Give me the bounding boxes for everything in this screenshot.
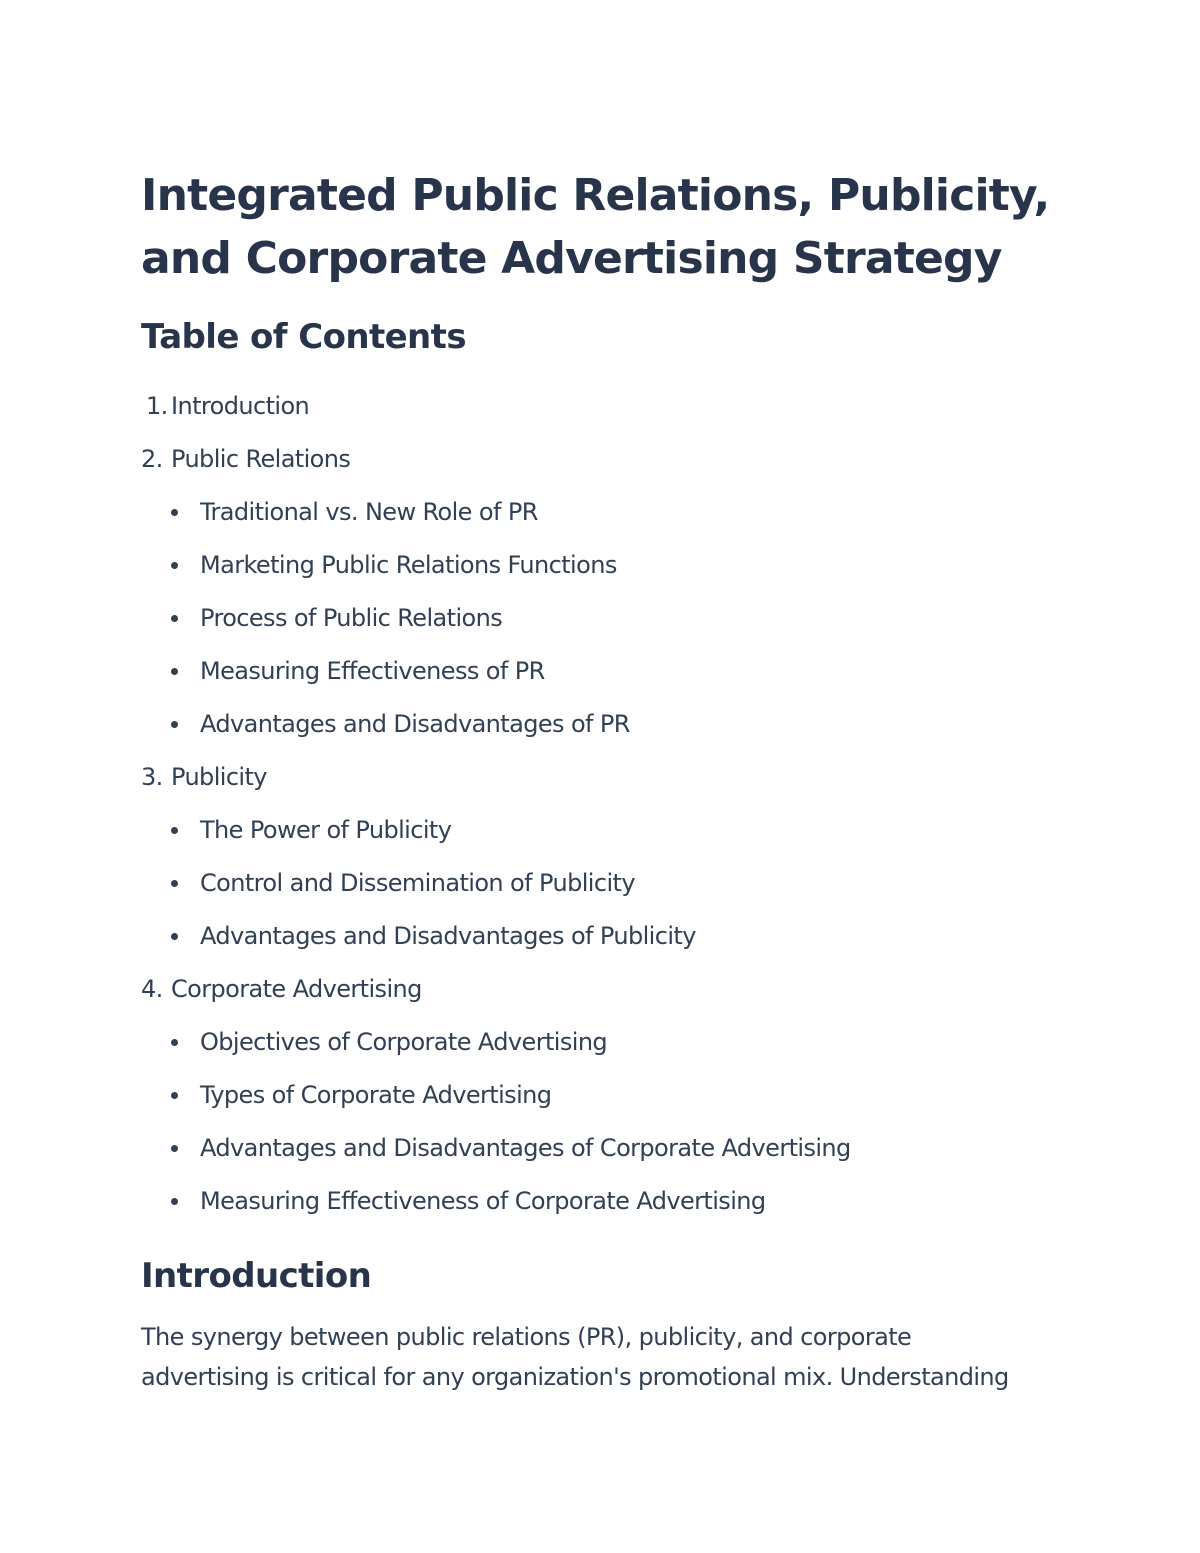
bullet-icon [171, 615, 178, 622]
introduction-line-1: The synergy between public relations (PR), publicity, and corporate [141, 1323, 912, 1351]
table-of-contents [141, 380, 1081, 1228]
bullet-icon [171, 1198, 178, 1205]
toc-label: Publicity [171, 763, 267, 791]
toc-subitem-types-corporate-ad[interactable] [141, 1069, 1081, 1122]
toc-label: Introduction [171, 392, 310, 420]
toc-subitem-label: Marketing Public Relations Functions [200, 551, 617, 579]
toc-subitem-label: Advantages and Disadvantages of PR [200, 710, 630, 738]
bullet-icon [171, 562, 178, 569]
toc-subitem-advantages-publicity[interactable] [141, 910, 1081, 963]
bullet-icon [171, 1145, 178, 1152]
title-line-1: Integrated Public Relations, Publicity, [141, 170, 1050, 221]
toc-subitem-process-of-pr[interactable] [141, 592, 1081, 645]
toc-label: Public Relations [171, 445, 351, 473]
toc-label: Corporate Advertising [171, 975, 422, 1003]
toc-subitem-measuring-effectiveness-pr[interactable] [141, 645, 1081, 698]
toc-subitem-power-of-publicity[interactable] [141, 804, 1081, 857]
introduction-paragraph [141, 1317, 1081, 1397]
introduction-heading: Introduction [141, 1256, 372, 1296]
toc-subitem-label: Types of Corporate Advertising [200, 1081, 552, 1109]
bullet-icon [171, 668, 178, 675]
bullet-icon [171, 880, 178, 887]
bullet-icon [171, 721, 178, 728]
toc-subitem-advantages-pr[interactable] [141, 698, 1081, 751]
toc-subitem-label: Process of Public Relations [200, 604, 503, 632]
toc-subitem-traditional-vs-new-role[interactable] [141, 486, 1081, 539]
toc-subitem-label: The Power of Publicity [200, 816, 452, 844]
document-page [141, 164, 1081, 1397]
toc-number: 3. [141, 763, 163, 791]
toc-subitem-label: Control and Dissemination of Publicity [200, 869, 635, 897]
title-line-2: and Corporate Advertising Strategy [141, 233, 1002, 284]
toc-heading: Table of Contents [141, 317, 466, 357]
bullet-icon [171, 1092, 178, 1099]
toc-subitem-control-dissemination[interactable] [141, 857, 1081, 910]
toc-subitem-label: Traditional vs. New Role of PR [200, 498, 538, 526]
toc-item-publicity[interactable] [141, 751, 1081, 804]
toc-subitem-label: Objectives of Corporate Advertising [200, 1028, 608, 1056]
toc-subitem-marketing-pr-functions[interactable] [141, 539, 1081, 592]
toc-item-introduction[interactable] [141, 380, 1081, 433]
toc-subitem-label: Measuring Effectiveness of PR [200, 657, 545, 685]
toc-number: 4. [141, 975, 163, 1003]
toc-subitem-measuring-corporate-ad[interactable] [141, 1175, 1081, 1228]
toc-item-public-relations[interactable] [141, 433, 1081, 486]
bullet-icon [171, 1039, 178, 1046]
bullet-icon [171, 509, 178, 516]
toc-number: 2. [141, 445, 163, 473]
toc-number: 1. [146, 392, 168, 420]
toc-subitem-label: Measuring Effectiveness of Corporate Advertising [200, 1187, 766, 1215]
bullet-icon [171, 933, 178, 940]
toc-subitem-label: Advantages and Disadvantages of Publicity [200, 922, 696, 950]
bullet-icon [171, 827, 178, 834]
introduction-line-2: advertising is critical for any organization's promotional mix. Understanding [141, 1363, 1009, 1391]
document-title [141, 164, 1081, 290]
toc-item-corporate-advertising[interactable] [141, 963, 1081, 1016]
toc-subitem-objectives-corporate-ad[interactable] [141, 1016, 1081, 1069]
toc-subitem-advantages-corporate-ad[interactable] [141, 1122, 1081, 1175]
toc-subitem-label: Advantages and Disadvantages of Corporate Advertising [200, 1134, 851, 1162]
